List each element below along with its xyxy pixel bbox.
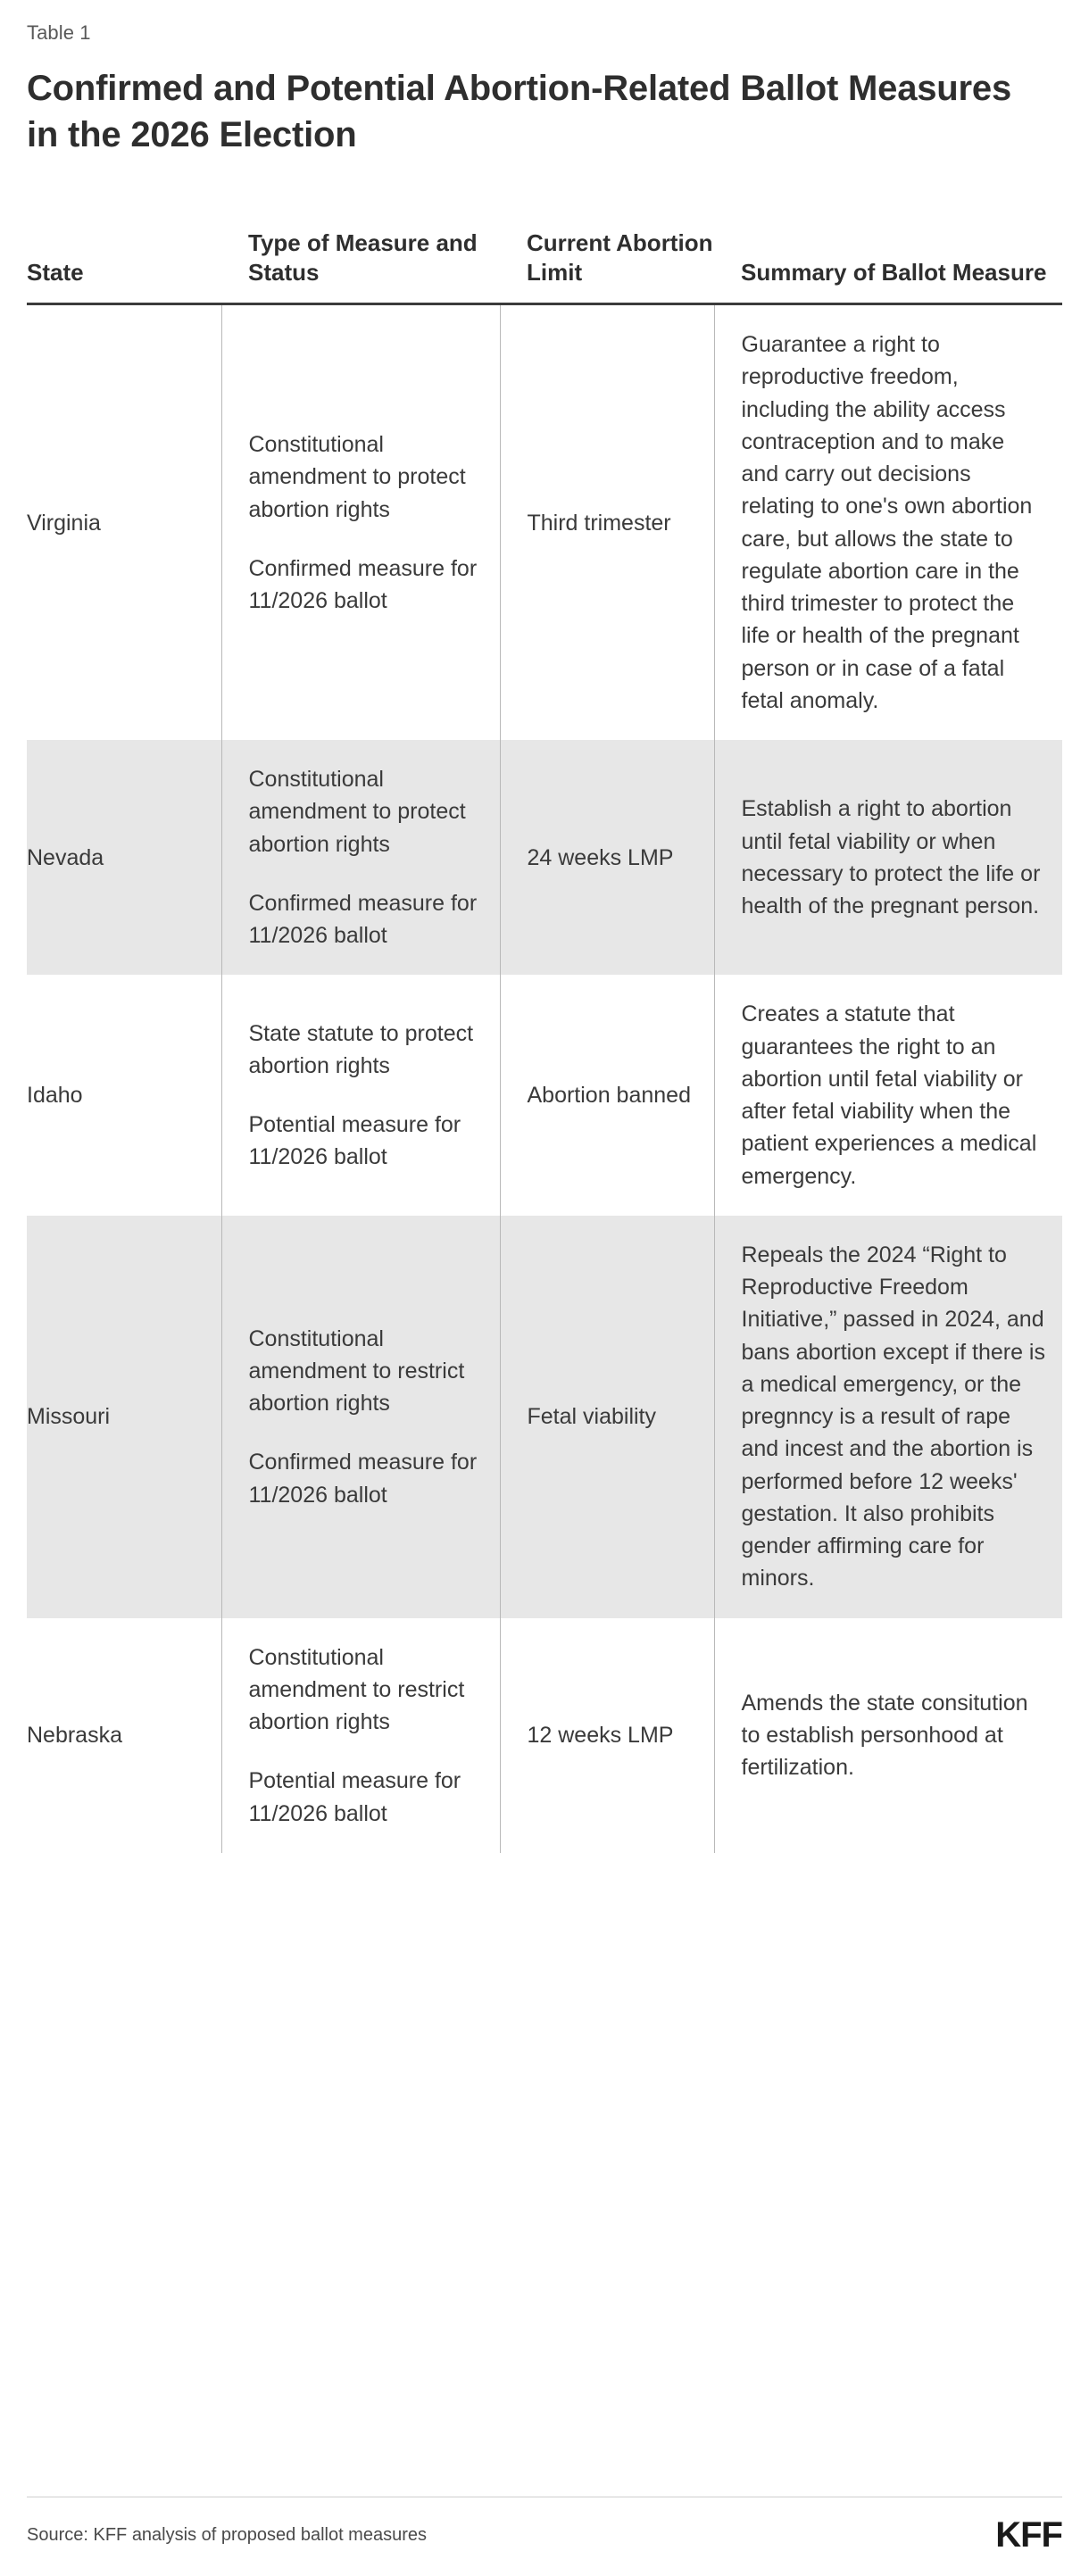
measure-status: Potential measure for 11/2026 ballot (248, 1112, 461, 1170)
cell-limit (500, 740, 714, 975)
state-name: Missouri (27, 1404, 111, 1430)
source-note: Source: KFF analysis of proposed ballot measures (27, 2525, 427, 2545)
table-row (27, 1216, 1062, 1618)
kff-logo: KFF (995, 2515, 1062, 2555)
cell-summary (714, 975, 1062, 1216)
table-body (27, 304, 1062, 1853)
cell-limit (500, 304, 714, 741)
measure-type: Constitutional amendment to restrict abortion rights (248, 1644, 465, 1735)
cell-state (27, 1216, 221, 1618)
page-title: Confirmed and Potential Abortion-Related Ballot Measures in the 2026 Election (27, 69, 1011, 154)
ballot-summary: Amends the state consitution to establish personhood at fertilization. (741, 1690, 1028, 1781)
measure-type: Constitutional amendment to protect abortion rights (248, 767, 466, 857)
cell-summary (714, 1618, 1062, 1853)
measure-status: Confirmed measure for 11/2026 ballot (248, 890, 478, 949)
measure-status: Confirmed measure for 11/2026 ballot (248, 555, 478, 614)
column-header-limit (500, 229, 714, 304)
measure-status: Confirmed measure for 11/2026 ballot (248, 1450, 478, 1508)
cell-state (27, 304, 221, 741)
table-row (27, 1618, 1062, 1853)
measure-type: Constitutional amendment to restrict abortion rights (248, 1325, 465, 1417)
abortion-limit: Abortion banned (527, 1083, 691, 1109)
column-header-type (221, 229, 500, 304)
cell-summary (714, 740, 1062, 975)
table-number-label: Table 1 (27, 21, 91, 44)
ballot-summary: Establish a right to abortion until fetal viability or when necessary to protect the life or health of the pregnant person. (741, 796, 1041, 919)
measure-type: State statute to protect abortion rights (248, 1020, 474, 1078)
table-row (27, 975, 1062, 1216)
measure-status: Potential measure for 11/2026 ballot (248, 1768, 461, 1826)
column-header-type-label: Type of Measure and Status (248, 229, 478, 287)
table-header (27, 229, 1062, 304)
ballot-measures-table (27, 229, 1062, 1853)
column-header-state-label: State (27, 259, 84, 287)
table-container (27, 229, 1062, 1853)
measure-type: Constitutional amendment to protect abortion rights (248, 432, 466, 522)
cell-limit (500, 1216, 714, 1618)
state-name: Nevada (27, 844, 104, 870)
ballot-summary: Guarantee a right to reproductive freedom, including the ability access contraception and to make and carry out decisions relating to one's own abortion care, but allows the state to regulate abortion care in the third trimester to protect the life or health of the pregnant person or in case of a fatal fetal anomaly. (741, 332, 1033, 713)
abortion-limit: Fetal viability (527, 1404, 656, 1430)
column-header-summary-label: Summary of Ballot Measure (741, 259, 1047, 287)
cell-state (27, 975, 221, 1216)
cell-type (221, 740, 500, 975)
state-name: Idaho (27, 1083, 83, 1109)
column-header-limit-label: Current Abortion Limit (527, 229, 713, 287)
figure-footer (27, 2497, 1062, 2576)
cell-type (221, 1216, 500, 1618)
ballot-summary: Repeals the 2024 “Right to Reproductive Freedom Initiative,” passed in 2024, and bans abortion except if there is a medical emergency, or the pregnncy is a result of rape and incest and the abortion is performed before 12 weeks' gestation. It also prohibits gender affirming care for minors. (741, 1242, 1045, 1591)
abortion-limit: 12 weeks LMP (527, 1723, 674, 1749)
cell-type (221, 304, 500, 741)
cell-summary (714, 1216, 1062, 1618)
cell-state (27, 740, 221, 975)
cell-summary (714, 304, 1062, 741)
abortion-limit: 24 weeks LMP (527, 844, 674, 870)
cell-type (221, 975, 500, 1216)
cell-state (27, 1618, 221, 1853)
column-header-state (27, 229, 221, 304)
table-header-row (27, 229, 1062, 304)
ballot-summary: Creates a statute that guarantees the right to an abortion until fetal viability or after fetal viability when the patient experiences a medical emergency. (741, 1001, 1037, 1189)
cell-type (221, 1618, 500, 1853)
table-row (27, 304, 1062, 741)
column-header-summary (714, 229, 1062, 304)
abortion-limit: Third trimester (527, 510, 671, 536)
cell-limit (500, 1618, 714, 1853)
state-name: Virginia (27, 510, 101, 536)
cell-limit (500, 975, 714, 1216)
table-row (27, 740, 1062, 975)
state-name: Nebraska (27, 1723, 122, 1749)
